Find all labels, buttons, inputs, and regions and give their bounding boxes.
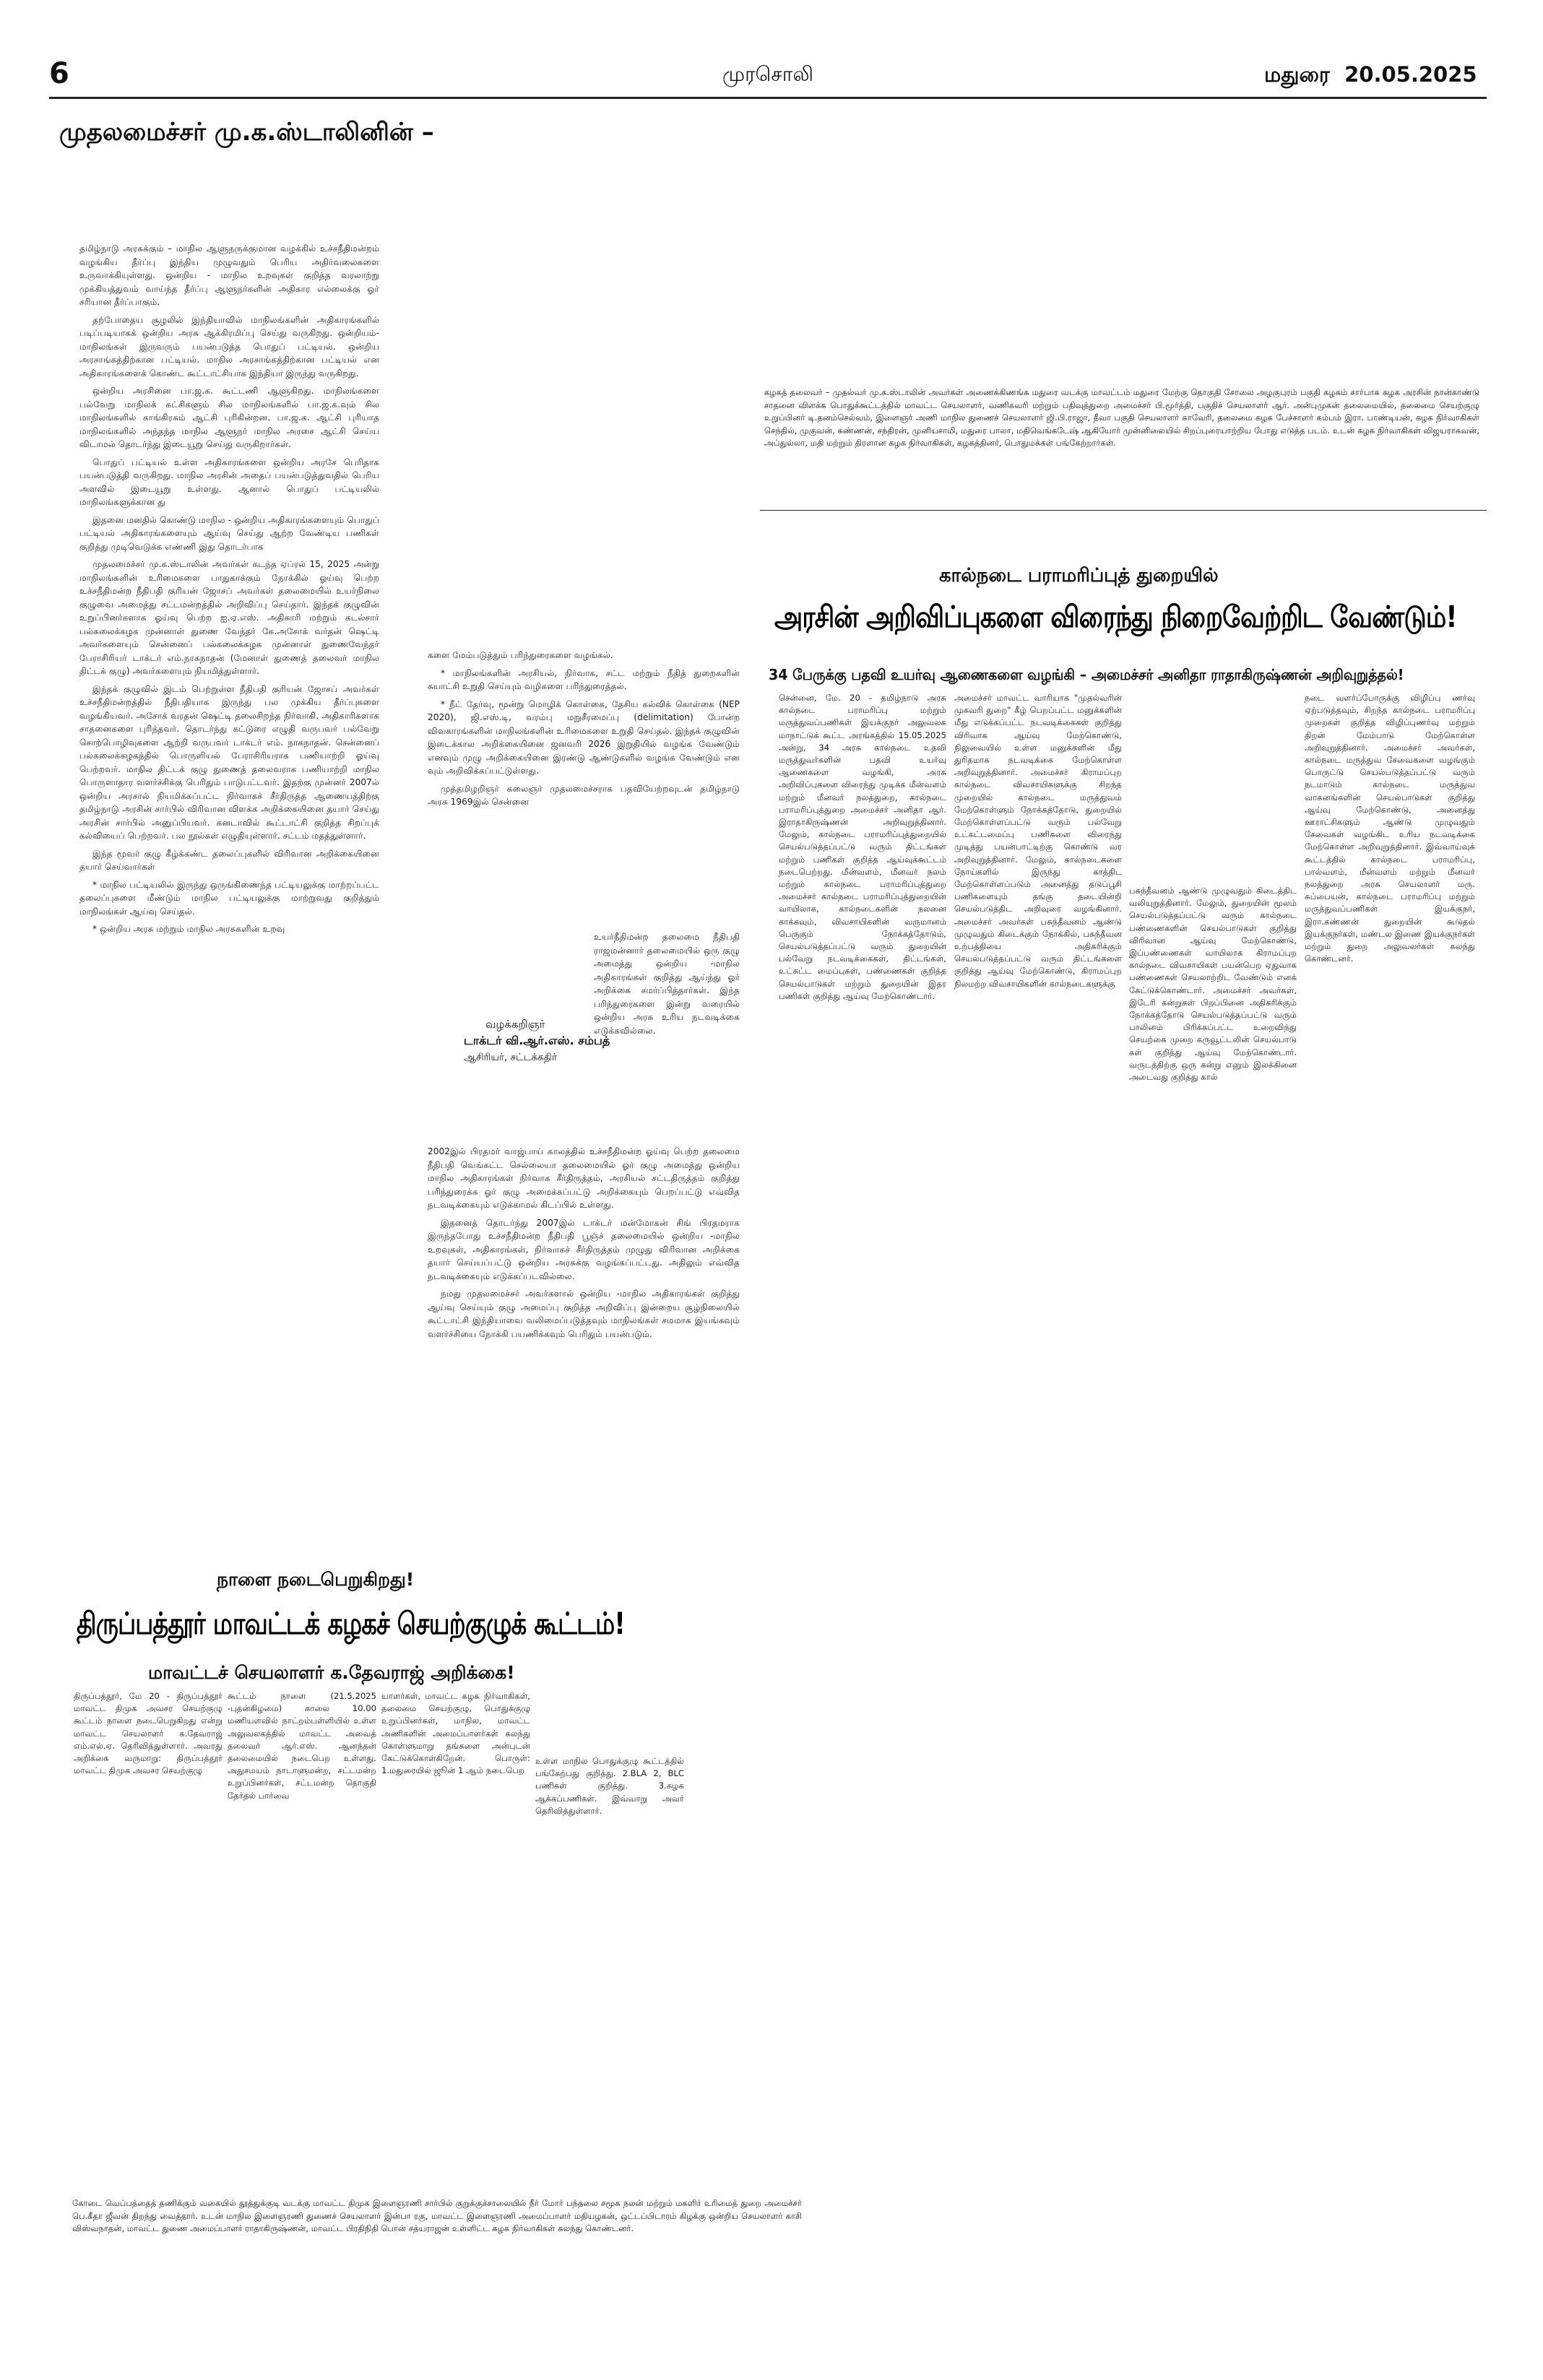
byline-role: ஆசிரியர், சட்டக்கதிர்: [464, 1052, 557, 1063]
feature-column-1: [79, 242, 379, 940]
feature-paragraph: * நீட் தேர்வு, மூன்று மொழிக் கொள்கை, தேசிய கல்விக் கொள்கை (NEP 2020), ஜி.எஸ்.டி, வரம்பு மறுசீரமைப்பு (delimitation) போன்ற விவகாரங்களின் மாநிலங்களின் உரிமைகளை உறுதி செய்தல். இந்தக் குழுவின் இடைக்கால அறிக்கையினை ஜனவரி 2026 இறுதியில் வழங்க வேண்டும் எனவும் முழு அறிக்கையினை இரண்டு ஆண்டுகளில் வழங்க வேண்டும் என வும் அறிவிக்கப்பட்டுள்ளது.: [428, 698, 740, 776]
feature-paragraph: இதனை மனதில் கொண்டு மாநில - ஒன்றிய அதிகாரங்களையும் பொதுப் பட்டியல் அதிகாரங்களையும் ஆய்வு செய்து ஆற்ற வேண்டிய பணிகள் குறித்து முடிவெடுக்க எண்ணி இது தொடர்பாக: [79, 514, 379, 552]
byline-prefix: வழக்கறிஞர்: [485, 1018, 545, 1031]
feature-paragraph: * மாநிலங்களின் அரசியல், நிர்வாக, சட்ட மற்றும் நீதித் துறைகளின் சுயாட்சி உறுதி செய்யும் வழிகளை பரிந்துரைத்தல்.: [428, 667, 740, 691]
feature-paragraph: பொதுப் பட்டியல் உள்ள அதிகாரங்களை ஒன்றிய அரசே பெரிதாக பயன்படுத்தி வருகிறது. மாநில அரசின் அதைப் பயன்படுத்துவதில் பெரிய அளவில் இடையூறு உள்ளது. ஆனால் பொதுப் பட்டியலில் மாநிலங்களுக்கான து: [79, 456, 379, 507]
paper-name: முரசொலி: [722, 62, 813, 86]
feature-paragraph: நமது முதலமைச்சர் அவர்களால் ஒன்றிய -மாநில அதிகாரங்கள் குறித்து ஆய்வு செய்யும் குழு அமைப்பு குறித்த அறிவிப்பு இன்றைய சூழ்நிலையில் கூட்டாட்சி இந்தியாவை வலிமைப்படுத்தவும் மாநிலங்கள் சமமாக இயங்கவும் வளர்ச்சியை நோக்கி பயணிக்கவும் பெரிதும் பயன்படும்.: [428, 1289, 740, 1339]
ah-photo: [1127, 697, 1300, 878]
feature-paragraph: * ஒன்றிய அரசு மற்றும் மாநில அரசுகளின் உறவு: [92, 924, 285, 934]
news-photo-top: [760, 108, 1487, 383]
ah-kicker: கால்நடை பராமரிப்புத் துறையில்: [939, 565, 1219, 587]
feature-paragraph: களை மேம்படுத்தும் பரிந்துரைகளை வழங்கல்.: [428, 650, 613, 660]
feature-paragraph: முத்தமிழறிஞர் கலைஞர் முதலமைச்சராக பதவியேற்றவுடன் தமிழ்நாடு அரசு 1969இல் சென்னை: [428, 783, 740, 807]
section-rule: [760, 510, 1487, 511]
ah-column-3: பசுந்தீவனம் ஆண்டு முழுவதும் கிடைத்திட வலியுறுத்தினார். மேலும், துறையின் மூலம் செயல்படுத்தப்பட்டு வரும் கால்நடை பண்ணைகளின் செயல்பாடுகள் குறித்து விரிவான ஆய்வு மேற்கொண்டு, இப்பண்ணைகள் வாயிலாக கிராமப்புற கால்நடை விவசாயிகள் பயன்பெற ஏதுவாக பண்ணைகள் செயலாற்றிட வேண்டும் எனக் கேட்டுக்கொண்டார். அமைச்சர் அவர்கள், இடேரி கன்றுகள் பிறப்பினை அதிகரிக்கும் நோக்கத்தோடு செயல்படுத்தப்பட்டு வரும் பாலினம் பிரிக்கப்பட்ட உறைவிந்து செயற்கை முறை கருவூட்டலின் செயல்பாடு கள் குறித்து ஆய்வு மேற்கொண்டார். வருடத்திற்கு ஒரு கன்று எனும் இலக்கினை அடைவது குறித்து கால்: [1129, 886, 1297, 1083]
photo-caption-bottom: கோடை வெப்பத்தைத் தணிக்கும் வகையில் தூத்துக்குடி வடக்கு மாவட்ட திமுக இளைஞரணி சார்பில் குறுக்குச்சாலையில் நீர் மோர் பந்தலை சமூக நலன் மற்றும் மகளிர் உரிமைத் துறை அமைச்சர் பெ.கீதா ஜீவன் திறந்து வைத்தார். உடன் மாநில இளைஞரணி துணைச் செயலாளர் இன்பா ரகு, மாவட்ட இளைஞரணி அமைப்பாளர் மதியழகன், ஒட்டப்பிடாரம் கிழக்கு ஒன்றிய செயலாளர் காசி விஸ்வநாதன், மாவட்ட துணை அமைப்பாளர் ராதாகிருஷ்ணன், மாவட்ட பிரதிநிதி பொன் சத்யராஜன் உள்ளிட்ட கழக நிர்வாகிகள் கலந்து கொண்டனர்.: [72, 2198, 802, 2233]
dm-column-1: திருப்பத்தூர், மே 20 - திருப்பத்தூர் மாவட்ட திமுக அவசர செயற்குழு கூட்டம் நாளை நடைபெறுகிறது என்று மாவட்ட செயலாளர் க.தேவராஜ் எம்.எல்.ஏ. தெரிவித்துள்ளார். அவரது அறிக்கை வருமாறு: திருப்பத்தூர் மாவட்ட திமுக அவசர செயற்குழு: [74, 1691, 222, 1776]
feature-paragraph: தமிழ்நாடு அரசுக்கும் – மாநில ஆளுநருக்குமான வழக்கில் உச்சநீதிமன்றம் வழங்கிய தீர்ப்பு இந்திய முழுவதும் பெரிய அதிர்வலைகளை உருவாக்கியுள்ளது. ஒன்றிய - மாநில உறவுகள் குறித்த வரலாற்று முக்கியத்துவம் வாய்ந்த தீர்ப்பு ஆளுநர்களின் அதிகார எல்லைக்கு ஓர் சரியான தீர்ப்பாகும்.: [79, 243, 379, 307]
feature-column-2-top: [428, 649, 740, 813]
byline-block: [428, 930, 610, 1147]
dm-photo: [535, 1690, 684, 1752]
feature-paragraph: 2002இல் பிரதமர் வாஜ்பாய் காலத்தில் உச்சநீதிமன்ற ஓய்வு பெற்ற தலைமை நீதிபதி வெங்கட்ட செல்லையா தலைமையில் ஓர் குழு அமைத்து ஒன்றிய மாநில அதிகாரங்கள் நிர்வாக சீர்திருத்தம், அரசியல் சட்டதிருத்தம் குறித்து பரிந்துரைக்க ஓர் குழு அமைக்கப்பட்டு அறிக்கையும் பெறப்பட்டு எவ்வித நடவடிக்கையும் எடுக்காமல் கிடப்பில் உள்ளது.: [428, 1146, 740, 1210]
dm-column-2: கூட்டம் நாளை (21.5.2025 -புதன்கிழமை) காலை 10.00 மணியளவில் நாட்றம்பள்ளியில் உள்ள அலுவலகத்தில் மாவட்ட அவைத் தலைவர் ஆர்.எஸ். ஆனந்தன் தலைமையில் நடைபெற உள்ளது. அதுசமயம் நாடாளுமன்ற, சட்டமன்ற உறுப்பினர்கள், சட்டமன்ற தொகுதி தேர்தல் பார்வை: [228, 1691, 376, 1801]
feature-paragraph: ஒன்றிய அரசினை பா.ஜ.க. கூட்டணி ஆளுகிறது. மாநிலங்களை பல்வேறு மாநிலக் கட்சிகளும் சில மாநிலங்களில் பா.ஜ.க.வும் சில மாநிலங்களில் காங்கிரசும் ஆட்சி புரிகின்றன. பா.ஜ.க. ஆட்சி புரியாத மாநிலங்களில் அந்தந்த மாநில ஆளுநர் மாநில அரசை ஆட்சி செய்ய விடாமல் தொடர்ந்து இடையூறு செய்து வருகிறார்கள்.: [79, 386, 379, 449]
feature-paragraph: தற்போதைய சூழலில் இந்தியாவில் மாநிலங்களின் அதிகாரங்களில் படிப்படியாகக் ஒன்றிய அரசு ஆக்கிரமிப்பு செய்து வருகிறது. ஒன்றியம்-மாநிலங்கள் இருவரும் பயன்படுத்த பொதுப் பட்டியல். ஒன்றிய அரசாங்கத்திற்கான பட்டியல். மாநில அரசாங்கத்திற்கான பட்டியல் என அதிகாரங்களைக் கொண்ட கூட்டாட்சியாக இந்தியா இருந்து வருகிறது.: [79, 314, 379, 378]
dm-column-4: உள்ள மாநில பொதுக்குழு கூட்டத்தில் பங்கேற்பது குறித்து. 2.BLA 2, BLC பணிகள் குறித்து. 3.கழக ஆக்கப்பணிகள். இவ்வாறு அவர் தெரிவித்துள்ளார்.: [535, 1756, 684, 1816]
feature-column-2-bottom: [428, 1145, 740, 1345]
feature-paragraph: இதனைத் தொடர்ந்து 2007இல் டாக்டர் மன்மோகன் சிங் பிரதமராக இருந்தபோது உச்சநீதிமன்ற நீதிபதி பூஞ்ச் தலைமையில் ஒன்றிய -மாநில உறவுகள், அதிகாரங்கள், நிர்வாகச் சீர்திருத்தம் முழுது விரிவான அறிக்கை தயார் செய்யப்பட்டு ஒன்றிய அரசுக்கு வழங்கப்பட்டது. அதிலும் எவ்வித நடவடிக்கையும் எடுக்கப்படவில்லை.: [428, 1217, 740, 1281]
feature-paragraph: உயர்நீதிமன்ற தலைமை நீதிபதி ராஜமன்னார் தலைமையில் ஒரு குழு அமைத்து ஒன்றிய -மாநில அதிகாரங்கள் குறித்து ஆய்ந்து ஓர் அறிக்கை சமர்ப்பித்தார்கள். இந்த பரிந்துரைகளை இன்று வரையில் ஒன்றிய அரசு உரிய நடவடிக்கை எடுக்கவில்லை.: [594, 932, 740, 1036]
masthead-rule: [49, 97, 1487, 99]
city-date: மதுரை 20.05.2025: [1264, 62, 1477, 87]
ah-column-1: சென்னை, மே. 20 - தமிழ்நாடு அரசு கால்நடை பராமரிப்பு மற்றும் மருத்துவப்பணிகள் இயக்குநர் அலுவலக மாநாட்டுக் கூட்ட அரங்கத்தில் 15.05.2025 அன்று, 34 அரசு கால்நடை உதவி மருத்துவர்களின் பதவி உயர்வு ஆணைகளை வழங்கி, அரசு அறிவிப்புகளை விரைந்து முடிக்க மீன்வளம் மற்றும் மீனவர் நலத்துறை, கால்நடை பராமரிப்புத்துறை அமைச்சர் அனிதா ஆர். இராதாகிருஷ்ணன் அறிவுறுத்தினார். மேலும், கால்நடை பராமரிப்புத்துறையில் செயல்படுத்தப்பட்டு வரும் திட்டங்கள் மற்றும் பணிகள் குறித்த ஆய்வுக்கூட்டம் நடைபெற்றது. மீன்வளம், மீனவர் நலம் மற்றும் கால்நடை பராமரிப்புத்துறை அமைச்சர் கால்நடை பராமரிப்புத்துறையின் வாயிலாக, கால்நடைகளின் நலனை காக்கவும், விவசாயிகளின் வருமானம் பெருகும் நோக்கத்தோடும், செயல்படுத்தப்பட்டு வரும் துறையின் பல்வேறு நடவடிக்கைகள், திட்டங்கள், உட்கட்ட மைப்புகள், பண்ணைகள் குறித்த செயல்பாடுகள் மற்றும் துறையின் இதர பணிகள் குறித்து ஆய்வு மேற்கொண்டார்.: [779, 693, 946, 1001]
feature-paragraph: * மாநில பட்டியலில் இருந்து ஒருங்கிணைந்த பட்டியலுக்கு மாற்றப்பட்ட தலைப்புகளை மீண்டும் மாநில பட்டியலுக்கு மாற்றுவது குறித்தும் மாநிலங்கள் ஆய்வு செய்தல்.: [79, 879, 379, 917]
page-number: 6: [49, 57, 69, 90]
ah-column-4: நடை வளர்ப்போருக்கு விழிப்பு ணர்வு ஏற்படுத்தவும், சிறந்த கால்நடை பராமரிப்பு முறைகள் குறித்த விழிப்புணர்வு மற்றும் திறன் மேம்பாடு மேற்கொள்ள அறிவுறுத்தினார். அமைச்சர் அவர்கள், கால்நடை மருத்துவ சேவைகளை வழங்கும் பொருட்டு செயல்படுத்தப்பட்டு வரும் நடமாடும் கால்நடை மருத்துவ வாகனங்களின் செயல்பாடுகள் குறித்து ஆய்வு மேற்கொண்டு, அனைத்து ஊராட்சிகளும் ஆண்டு முழுவதும் சேவைகள் வழங்கிட உரிய நடவடிக்கை மேற்கொள்ள அறிவுறுத்தினார். இவ்வாய்வுக் கூட்டத்தில் கால்நடை பராமரிப்பு, பால்வளம், மீன்வளம் மற்றும் மீனவர் நலத்துறை அரசு செயலாளர் மரு. சுப்பையன், கால்நடை பராமரிப்பு மற்றும் மருத்துவப்பணிகள் இயக்குநர், இரா.கண்ணன் துறையின் கூடுதல் இயக்குநர்கள், மண்டல இணை இயக்குநர்கள் மற்றும் துறை அலுவலர்கள் கலந்து கொண்டனர்.: [1305, 693, 1475, 964]
dm-subheadline: மாவட்டச் செயலாளர் க.தேவராஜ் அறிக்கை!: [148, 1662, 515, 1683]
feature-paragraph: இந்தக் குழுவில் இடம் பெற்றுள்ள நீதிபதி குரியன் ஜோசப் அவர்கள் உச்சநீதிமன்றத்தில் நீதிபதியாக இருந்து பல முக்கிய தீர்ப்புகளை வழங்கியவர். அசோக் வரதன் ஷெட்டி தலைசிறந்த நிர்வாகி. அதிகாரிகளாக சாதனைகளை புரிந்தவர். தொடர்ந்து கட்டுரை எழுதி வருபவர் பல்வேறு சொற்பொழிவுகளை ஆற்றி வருபவர் டாக்டர் எம். நாகநாதன். சென்னைப் பல்கலைக்கழகத்தில் பொருளியல் பேராசிரியராக பணியாற்றி ஓய்வு பெற்றவர். மாநில திட்டக் குழு துணைத் தலைவராக பணியாற்றி மாநில பொருளாதார வளர்ச்சிக்கு பெரிதும் பாடுபட்டவர். இதற்கு முன்னர் 2007ல் ஒன்றிய அரசால் நியமிக்கப்பட்ட நிர்வாகச் சீர்திருத்த ஆணையத்திற்கு தமிழ்நாடு அரசின் சார்பில் விரிவான விளக்க அறிக்கையினை தயார் செய்து அரசின் சார்பில் அனுப்பியவர். கனடாவில் கூட்டாட்சி குறித்த சிறப்புக் கல்வியைப் பெற்றவர். பல நூல்கள் எழுதியுள்ளார். சட்டம் மதத்துள்ளார்.: [79, 683, 379, 841]
feature-column-2-beside-byline: [594, 930, 740, 1042]
dm-kicker: நாளை நடைபெறுகிறது!: [217, 1569, 415, 1590]
dm-headline: திருப்பத்தூர் மாவட்டக் கழகச் செயற்குழுக் கூட்டம்!: [77, 1606, 625, 1641]
byline-name: டாக்டர் வி.ஆர்.எஸ். சம்பத்: [464, 1034, 610, 1047]
feature-paragraph: இந்த மூவர் குழு கீழ்க்கண்ட தலைப்புகளில் விரிவான அறிக்கையினை தயார் செய்வார்கள்: [79, 848, 379, 872]
ah-headline: அரசின் அறிவிப்புகளை விரைந்து நிறைவேற்றிட வேண்டும்!: [774, 600, 1457, 634]
ah-subheadline: 34 பேருக்கு பதவி உயர்வு ஆணைகளை வழங்கி – அமைச்சர் அனிதா ராதாகிருஷ்ணன் அறிவுறுத்தல்!: [769, 666, 1404, 683]
ah-column-2: அமைச்சர் மாவட்ட வாரியாக "முதல்வரின் முகவரி துறை" கீழ் பெறப்பட்ட மனுக்களின் மீது எடுக்கப்பட்ட நடவடிக்கைகள் குறித்து விரிவாக ஆய்வு மேற்கொண்டு, நிலுவையில் உள்ள மனுக்களின் மீது துரிதமாக நடவடிக்கை மேற்கொள்ள அறிவுறுத்தினார். அமைச்சர் கிராமப்புற கால்நடை விவசாயிகளுக்கு சிறந்த முறையில் கால்நடை மருத்துவம் மேற்கொள்ளும் நோக்கத்தோடு, துறையில் மேற்கொள்ளப்பட்டு வரும் பல்வேறு உட்கட்டமைப்பு பணிகளை விரைந்து முடித்து பயன்பாட்டிற்கு கொண்டு வர அறிவுறுத்தினார். மேலும், கால்நடைகளை நோய்களில் இருந்து காத்திட மேற்கொள்ளப்படும் அனைத்து தடுப்பூசி பணிகளையும் தங்கு தடையின்றி செயல்படுத்திட அறிவுரை வழங்கினார். அமைச்சர் அவர்கள் பசுந்தீவனம் ஆண்டு முழுவதும் கிடைக்கும் நோக்கில், பசுந்தீவன உற்பத்தியை அதிகரிக்கும் செயல்படுத்தப்பட்டு வரும் திட்டங்களை குறித்து ஆய்வு மேற்கொண்டு, கிராமப்புற நிலமற்ற விவசாயிகளின் கால்நடைகளுக்கு: [954, 693, 1122, 989]
photo-caption-top: கழகத் தலைவர் – முதல்வர் மு.க.ஸ்டாலின் அவர்கள் அணைக்கிணங்க மதுரை வடக்கு மாவட்டம் மதுரை மேற்கு தொகுதி சோலை அழகுபுரம் பகுதி கழகம் சார்பாக கழக அரசின் நான்காண்டு சாதனை விளக்க பொதுக்கூட்டத்தில் மாவட்ட செயலாளர், வணிகவரி மற்றும் பதிவுத்துறை அமைச்சர் பி.மூர்த்தி, பகுதிச் செயலாளர் ஆர். அன்புமுகன் தலைமையில், தலைமை செயற்குழு உறுப்பினர் டி.தனம்செல்வம், இளைஞர் அணி மாநில துணைச் செயலாளர் ஜி.பி.ராஜா, தீவா பகுதி செயலாளர் காவேரி, தலைமை கழக பேச்சாளர் கம்பம் இரா. பாண்டியன், கழக நிர்வாகிகள் செந்தில், முகுவன், கண்ணன், சந்திரன், முனியசாமி, மதுரை பாலா, மதிவெங்கடேஷ் ஆகியோர் முன்னிலையில் சிறப்புரையாற்றிய போது எடுத்த படம். உடன் கழக நிர்வாகிகள் விஜயராகவன், அப்துல்லா, மதி மற்றும் திரளான கழக நிர்வாகிகள், கழகத்தினர், பொதுமக்கள் பங்கேற்றார்கள்.: [764, 387, 1479, 448]
dm-column-3: யாளர்கள், மாவட்ட கழக நிர்வாகிகள், தலைமை செயற்குழு, பொதுக்குழு உறுப்பினர்கள், மாநில, மாவட்ட அணிகளின் அமைப்பாளர்கள் கலந்து கொள்ளுமாறு தங்களை அன்புடன் கேட்டுக்கொள்கிறேன். பொருள்: 1.மதுரையில் ஜூன் 1 ஆம் நடைபெற: [381, 1691, 530, 1776]
news-photo-bottom: [59, 1871, 1487, 2192]
author-photo: [471, 930, 550, 1010]
feature-paragraph: முதலமைச்சர் மு.க.ஸ்டாலின் அவர்கள் கடந்த ஏப்ரல் 15, 2025 அன்று மாநிலங்களின் உரிமைகளை பாதுகாக்கும் நோக்கில் ஓய்வு பெற்ற உச்சநீதிமன்ற நீதிபதி குரியன் ஜோசப் அவர்கள் தலைமையில் உயர்நிலை குழுவை அமைத்து சட்டமன்றத்தில் அறிவிப்பு செய்தார். இந்தக் குழுவின் உறுப்பினர்களாக ஓய்வு பெற்ற ஐ.ஏ.எஸ். அதிகாரி மற்றும் கடல்சார் பல்கலைக்கழக முன்னாள் துணை வேந்தர் கே.அசோக் வர்தன் ஷெட்டி அவர்களையும் சென்னைப் பல்கலைக்கழக முன்னாள் துணைவேந்தர் பேராசிரியர் டாக்டர் எம்.நாகநாதன் (மேனாள் துணைத் தலைவர் மாநில திட்டக் குழு) அவர்களையும் நியமித்துள்ளார்.: [79, 559, 379, 676]
feature-title: முதலமைச்சர் மு.க.ஸ்டாலினின் –: [59, 118, 434, 147]
